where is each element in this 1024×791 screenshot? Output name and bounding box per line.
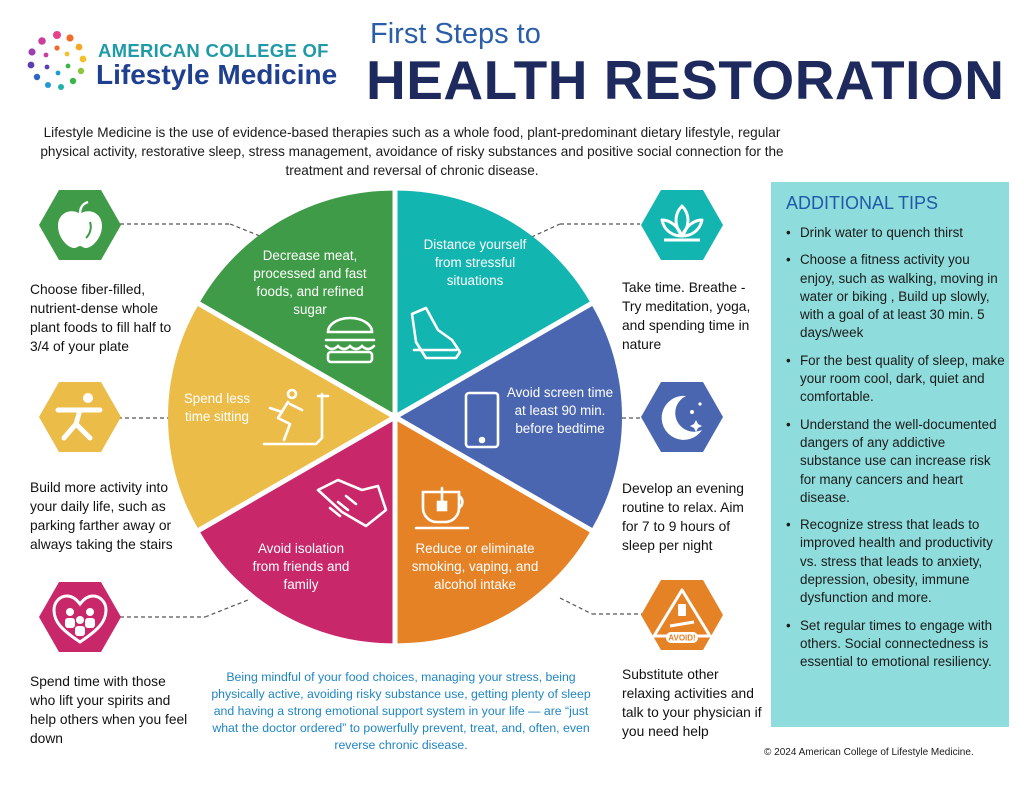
tip-item: • Drink water to quench thirst xyxy=(786,225,963,240)
tip-item: • Recognize stress that leads to improved health and productivity vs. stress that leads to anxiety, depression, obesity, immune dysfunction and more. xyxy=(786,517,993,606)
title-small: First Steps to xyxy=(370,18,541,50)
right-tip-breathe: Take time. Breathe - Try meditation, yoga, and spending time in nature xyxy=(622,280,751,352)
tip-item: • Set regular times to engage with others. Social connectedness is essential to emotional resiliency. xyxy=(786,617,993,670)
tips-title: ADDITIONAL TIPS xyxy=(786,193,939,213)
segment-label-isolation: Avoid isolation from friends and family xyxy=(252,541,350,592)
stretching-person-icon xyxy=(38,380,122,454)
tip-item: • For the best quality of sleep, make your room cool, dark, quiet and comfortable. xyxy=(786,352,1005,405)
tip-item: • Understand the well-documented dangers of any addictive substance use can increase risk for many cancers and heart disease. xyxy=(786,416,997,505)
segment-label-substances: Reduce or eliminate smoking, vaping, and alcohol intake xyxy=(411,541,539,592)
segment-label-diet: Decrease meat, processed and fast foods, and refined sugar xyxy=(253,248,367,317)
page-title: HEALTH RESTORATION xyxy=(366,49,1005,111)
copyright: © 2024 American College of Lifestyle Medicine. xyxy=(764,747,974,758)
people-heart-icon xyxy=(38,580,122,654)
right-tip-sleep: Develop an evening routine to relax. Aim for 7 to 9 hours of sleep per night xyxy=(622,481,744,553)
closing-statement: Being mindful of your food choices, managing your stress, being physically active, avoiding risky substance use, getting plenty of sleep and having a strong emotional support system in your life — are “just what the doctor ordered” to powerfully prevent, treat, and, often, even reverse chronic disease. xyxy=(211,670,591,752)
left-tip-plant-foods: Choose fiber-filled, nutrient-dense whole plant foods to fill half to 3/4 of your plate xyxy=(30,282,172,354)
intro-paragraph: Lifestyle Medicine is the use of evidence-based therapies such as a whole food, plant-predominant dietary lifestyle, regular physical activity, restorative sleep, stress management, avoidance of risky substances and positive social connection for the treatment and reversal of chronic disease. xyxy=(40,125,784,178)
acolm-logo-icon xyxy=(26,30,88,92)
avoid-warning-icon xyxy=(640,578,724,652)
org-name-line2: Lifestyle Medicine xyxy=(96,59,338,90)
avoid-badge: AVOID! xyxy=(668,633,696,643)
segment-label-sitting: Spend less time sitting xyxy=(183,391,251,424)
segment-label-screen-time: Avoid screen time at least 90 min. before bedtime xyxy=(506,385,614,436)
moon-stars-icon xyxy=(640,380,724,454)
lotus-icon xyxy=(640,188,724,262)
apple-icon xyxy=(38,188,122,262)
segment-label-stress: Distance yourself from stressful situations xyxy=(423,237,527,288)
right-tip-substitute: Substitute other relaxing activities and talk to your physician if you need help xyxy=(622,667,762,739)
left-tip-social: Spend time with those who lift your spirits and help others when you feel down xyxy=(30,674,188,746)
left-tip-activity: Build more activity into your daily life, such as parking farther away or always taking the stairs xyxy=(30,480,173,552)
tip-item: • Choose a fitness activity you enjoy, such as walking, moving in water or biking , Build up slowly, with a goal of at least 30 min. 5 days/week xyxy=(786,252,998,341)
tips-list xyxy=(780,224,1006,681)
org-name-line1: AMERICAN COLLEGE OF xyxy=(98,40,329,61)
